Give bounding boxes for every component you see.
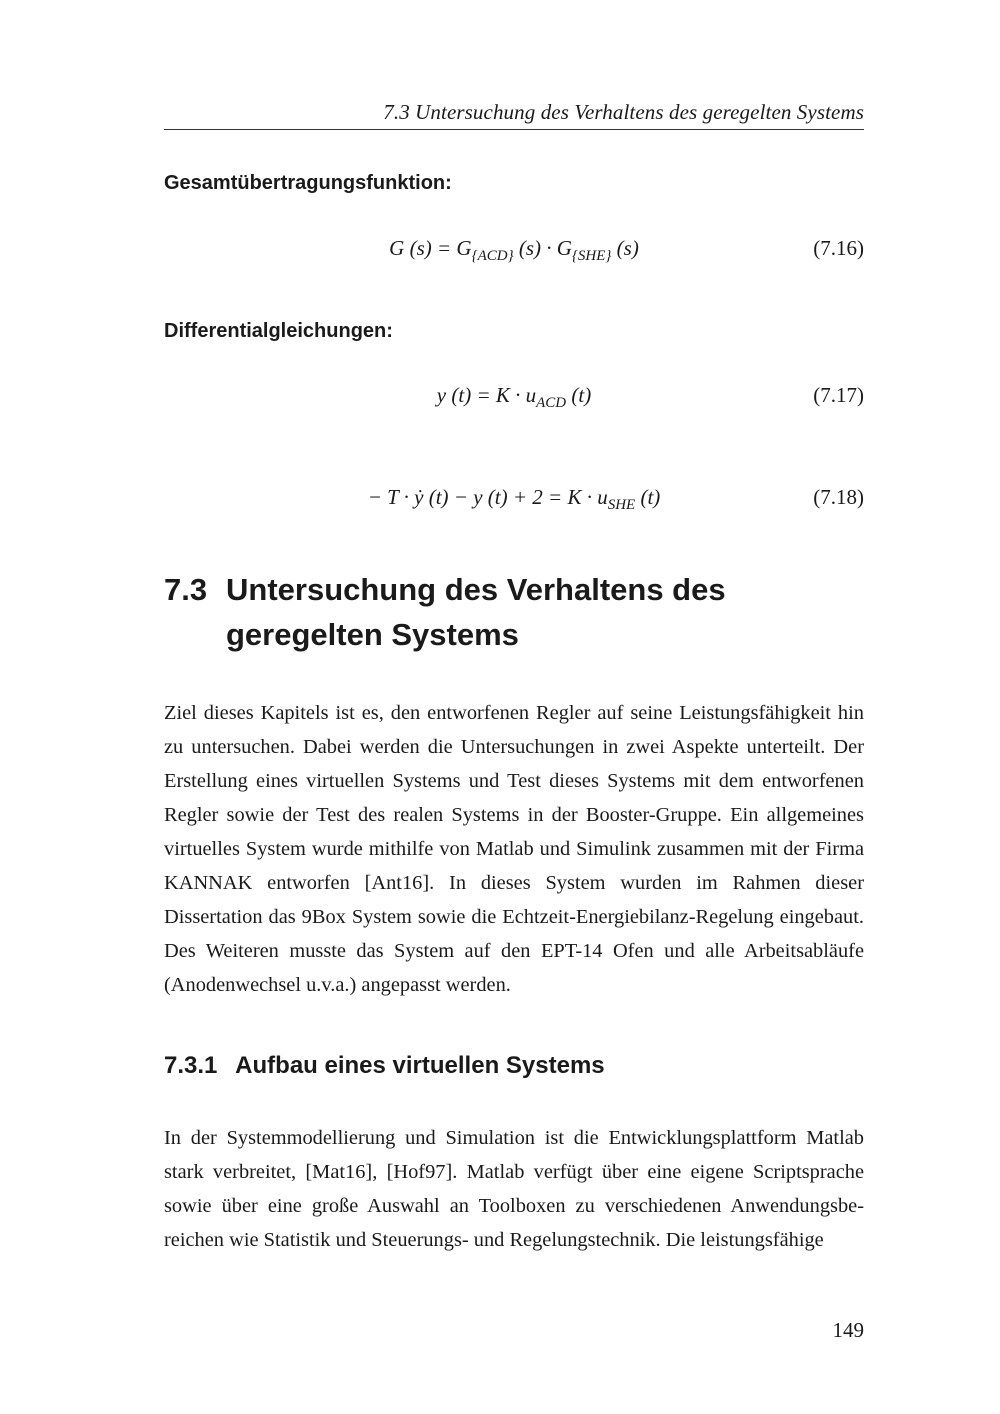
section-heading bbox=[164, 567, 874, 657]
section-title: Untersuchung des Verhaltens des geregelten Systems bbox=[226, 572, 726, 652]
section-number: 7.3 bbox=[164, 572, 208, 607]
equation-7-17-number: (7.17) bbox=[813, 383, 864, 407]
transfer-function-heading: Gesamtübertragungsfunktion: bbox=[164, 172, 452, 194]
header-rule bbox=[164, 129, 864, 130]
section-paragraph: Ziel dieses Kapitels ist es, den entworfenen Regler auf seine Leistungsfähigkeit hin zu untersuchen. Dabei werden die Untersuchungen in zwei Aspekte unterteilt. Der Erstellung eines virtuellen Systems und Test dieses Systems mit dem entworfenen Regler sowie der Test des realen Systems in der Booster-Gruppe. Ein allgemeines virtuelles System wurde mithilfe von Matlab und Simulink zusammen mit der Firma KANNAK entworfen [Ant16]. In dieses System wurden im Rahmen dieser Dissertation das 9Box System sowie die Echtzeit-Energiebilanz-Regelung eingebaut. Des Weiteren musste das System auf den EPT-14 Ofen und alle Arbeitsabläufe (Anodenwechsel u.v.a.) angepasst werden. bbox=[164, 702, 864, 996]
subsection-paragraph: In der Systemmodellierung und Simulation ist die Entwicklungsplattform Matlab stark verbreitet, [Mat16], [Hof97]. Matlab verfügt über eine eigene Scriptsprache sowie über eine große Auswahl an Toolboxen zu verschiedenen Anwendungsbereichen wie Statistik und Steuerungs- und Regelungstechnik. Die leistungsfähige bbox=[164, 1127, 864, 1251]
equation-7-18-number: (7.18) bbox=[813, 485, 864, 509]
equation-7-18 bbox=[164, 485, 864, 519]
subsection-heading bbox=[164, 1052, 605, 1080]
equation-7-17-formula: y $(t) = K \cdot u_{ACD}$ (t) bbox=[436, 383, 592, 411]
subsection-title: Aufbau eines virtuellen Systems bbox=[235, 1052, 605, 1079]
equation-7-16 bbox=[164, 236, 864, 270]
running-header: 7.3 Untersuchung des Verhaltens des geregelten Systems bbox=[383, 100, 864, 124]
equation-7-18-formula: − T · ẏ (t) − y $(t) + 2 = K \cdot u_{SHE}$ (t) bbox=[367, 485, 661, 513]
equation-7-17 bbox=[164, 383, 864, 417]
equation-7-16-formula: G $(s) = G_{\{ACD\}}$ $(s) \cdot G_{\{SHE\}}$ (s) bbox=[389, 236, 639, 264]
equation-7-16-number: (7.16) bbox=[813, 236, 864, 260]
subsection-number: 7.3.1 bbox=[164, 1052, 218, 1079]
page-number: 149 bbox=[832, 1318, 864, 1342]
differential-equations-heading: Differentialgleichungen: bbox=[164, 320, 393, 342]
